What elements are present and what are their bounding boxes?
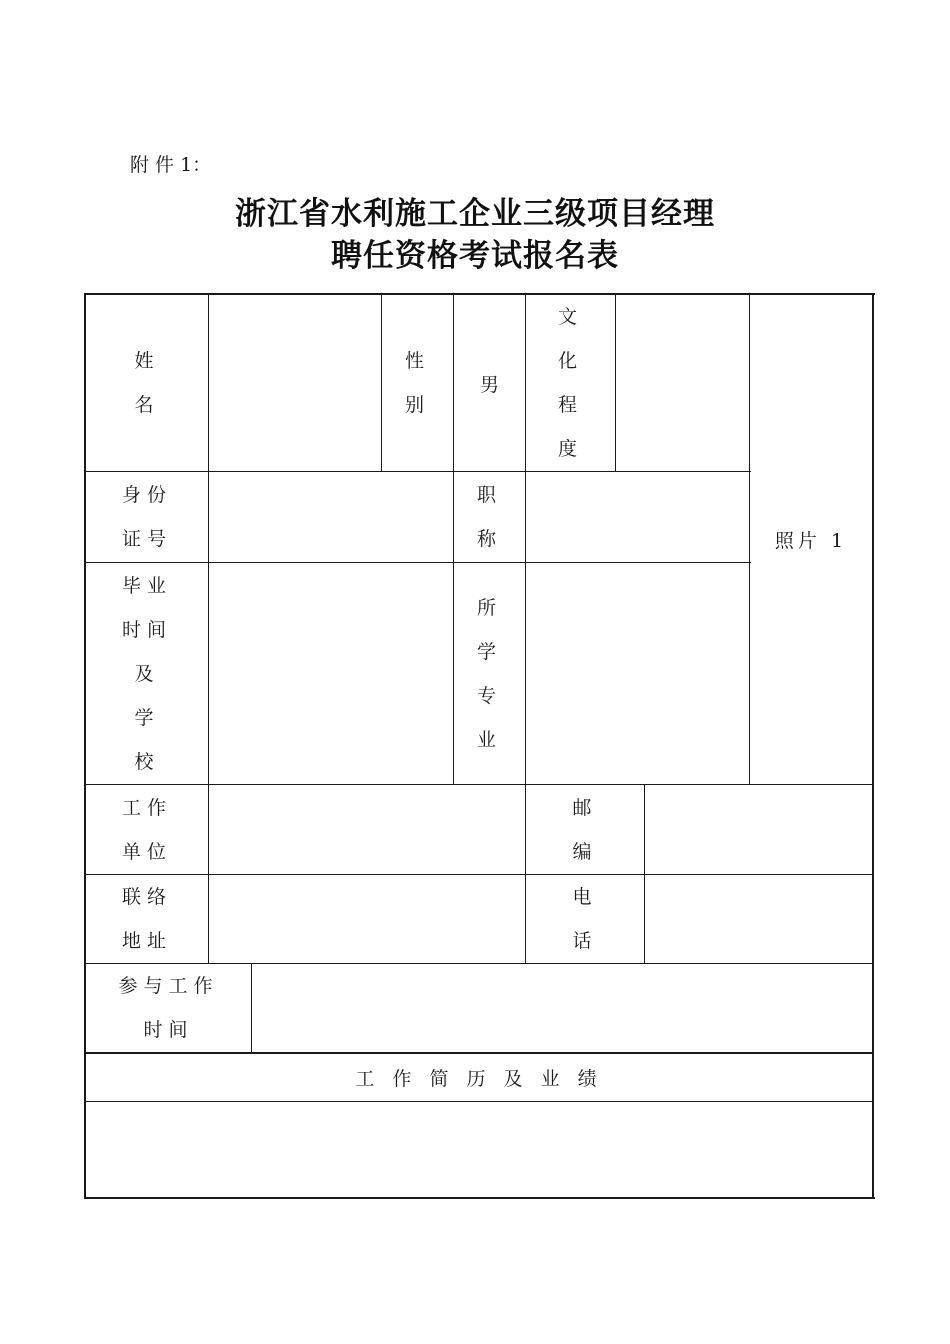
- id-number-label: 身份 证号: [121, 484, 172, 550]
- address-field[interactable]: [209, 875, 525, 963]
- career-header: 工 作 简 历 及 业 绩: [355, 1068, 603, 1090]
- start-work-field[interactable]: [252, 964, 872, 1052]
- phone-field[interactable]: [645, 875, 872, 963]
- gender-value[interactable]: 男: [479, 373, 499, 396]
- postcode-field[interactable]: [645, 785, 872, 874]
- major-label: 所 学 专 业: [476, 596, 502, 751]
- name-label: 姓 名: [134, 350, 160, 416]
- major-field[interactable]: [526, 563, 749, 784]
- address-label: 联络 地址: [121, 886, 172, 952]
- graduation-label: 毕业 时间 及 学 校: [121, 574, 172, 773]
- professional-title-label: 职 称: [476, 484, 502, 550]
- photo-label: 照片 1: [774, 530, 848, 552]
- name-field[interactable]: [209, 295, 381, 471]
- phone-label: 电 话: [572, 886, 598, 952]
- form-title-line-2: 聘任资格考试报名表: [331, 238, 619, 274]
- photo-box[interactable]: [750, 295, 872, 784]
- work-unit-field[interactable]: [209, 785, 525, 874]
- attachment-label: 附 件 1：: [130, 154, 212, 176]
- id-number-field[interactable]: [209, 472, 453, 562]
- education-label: 文 化 程 度: [557, 306, 583, 460]
- form-title-line-1: 浙江省水利施工企业三级项目经理: [235, 196, 715, 232]
- start-work-label: 参与工作 时间: [118, 975, 219, 1041]
- postcode-label: 邮 编: [572, 796, 598, 863]
- graduation-field[interactable]: [209, 563, 453, 784]
- work-unit-label: 工作 单位: [121, 796, 172, 863]
- education-field[interactable]: [616, 295, 749, 471]
- career-field[interactable]: [86, 1102, 872, 1197]
- professional-title-field[interactable]: [526, 472, 749, 562]
- gender-label: 性 别: [404, 350, 430, 416]
